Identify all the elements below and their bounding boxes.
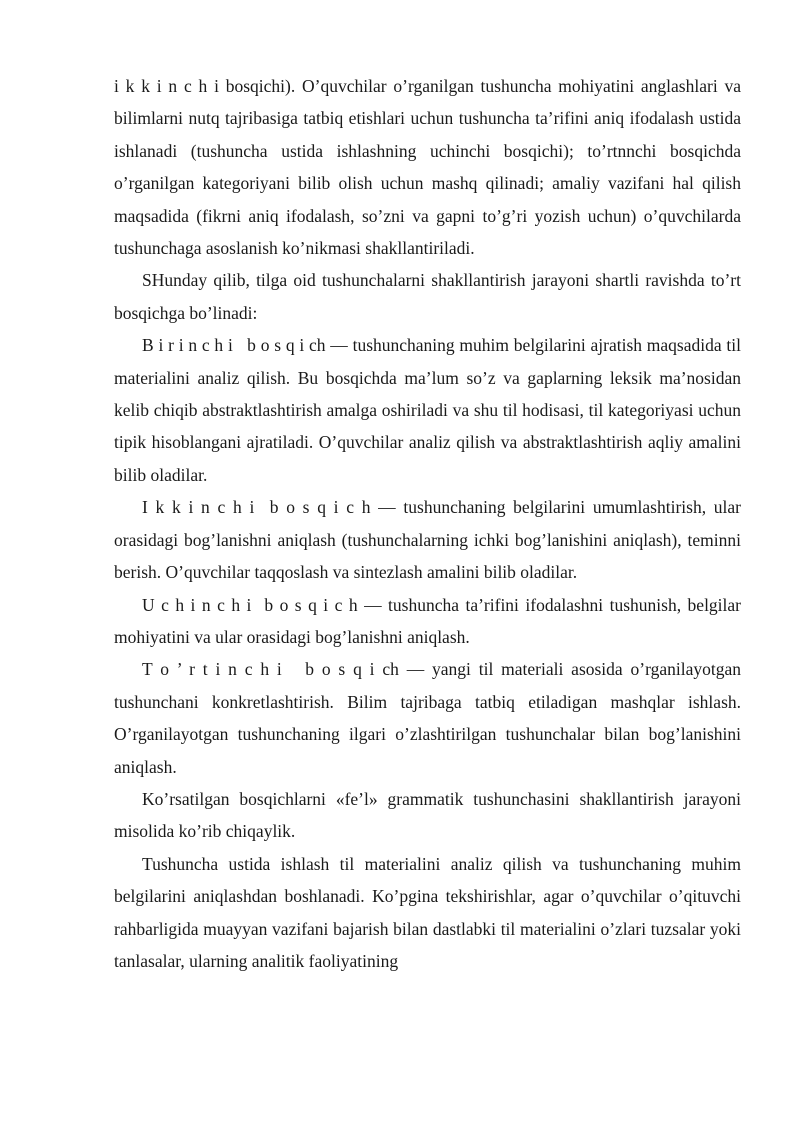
paragraph-2 (114, 264, 741, 329)
stage-4-lead: T o ’ r t i n c h i b o s q i ch (142, 659, 399, 680)
stage-1-text: — tushunchaning muhim belgilarini ajratish maqsadida til materialini analiz qilish. Bu bosqichda ma’lum so’z va gaplarning leksik ma’nosidan kelib chiqib abstraktlashtirish amalga oshiriladi va shu til hodisasi, til kategoriyasi uchun tipik hisoblangani ajratiladi. O’quvchilar analiz qilish va abstraktlashtirish aqliy amalini bilib oladilar. (114, 335, 741, 485)
stage-4-text: — yangi til materiali asosida o’rganilayotgan tushunchani konkretlashtirish. Bilim tajribaga tatbiq etiladigan mashqlar ishlash. O’rganilayotgan tushunchaning ilgari o’zlashtirilgan tushunchalar bilan bog’lanishini aniqlash. (114, 659, 741, 777)
paragraph-stage-1 (114, 329, 741, 491)
paragraph-7-text: Ko’rsatilgan bosqichlarni «fe’l» grammatik tushunchasini shakllantirish jarayoni misolida ko’rib chiqaylik. (114, 788, 741, 842)
stage-2-text: — tushunchaning belgilarini umumlashtirish, ular orasidagi bog’lanishni aniqlash (tushunchalarning ichki bog’lanishini aniqlash), teminni berish. O’quvchilar taqqoslash va sintezlash amalini bilib oladilar. (114, 497, 741, 583)
paragraph-8 (114, 848, 741, 978)
paragraph-2-text: SHunday qilib, tilga oid tushunchalarni shakllantirish jarayoni shartli ravishda to’rt bosqichga bo’linadi: (114, 270, 741, 323)
paragraph-7 (114, 783, 741, 848)
stage-3-lead: U c h i n c h i b o s q i c h (142, 594, 358, 615)
paragraph-stage-2 (114, 491, 741, 588)
stage-1-lead: B i r i n c h i b o s q i ch (142, 335, 326, 356)
paragraph-1-lead: i k k i n c h i (114, 76, 219, 96)
paragraph-stage-4 (114, 653, 741, 783)
paragraph-stage-3 (114, 589, 741, 654)
paragraph-8-text: Tushuncha ustida ishlash til materialini analiz qilish va tushunchaning muhim belgilarini aniqlashdan boshlanadi. Ko’pgina tekshirishlar, agar o’quvchilar o’qituvchi rahbarligida muayyan vazifani bajarish bilan dastlabki til materialini o’zlari tuzsalar yoki tanlasalar, ularning analitik faoliyatining (114, 853, 741, 971)
stage-2-lead: I k k i n c h i b o s q i c h (142, 497, 371, 518)
paragraph-1 (114, 70, 741, 264)
paragraph-1-text: bosqichi). O’quvchilar o’rganilgan tushuncha mohiyatini anglashlari va bilimlarni nutq tajribasiga tatbiq etishlari uchun tushuncha ta’rifini aniq ifodalash ustida ishlanadi (tushuncha ustida ishlashning uchinchi bosqichi); to’rtnnchi bosqichda o’rganilgan kategoriyani bilib olish uchun mashq qilinadi; amaliy vazifani hal qilish maqsadida (fikrni aniq ifodalash, so’zni va gapni to’g’ri yozish uchun) o’quvchilarda tushunchaga asoslanish ko’nikmasi shakllantiriladi. (114, 76, 741, 259)
stage-3-text: — tushuncha ta’rifini ifodalashni tushunish, belgilar mohiyatini va ular orasidagi bog’lanishni aniqlash. (114, 594, 741, 647)
document-page (114, 70, 741, 977)
